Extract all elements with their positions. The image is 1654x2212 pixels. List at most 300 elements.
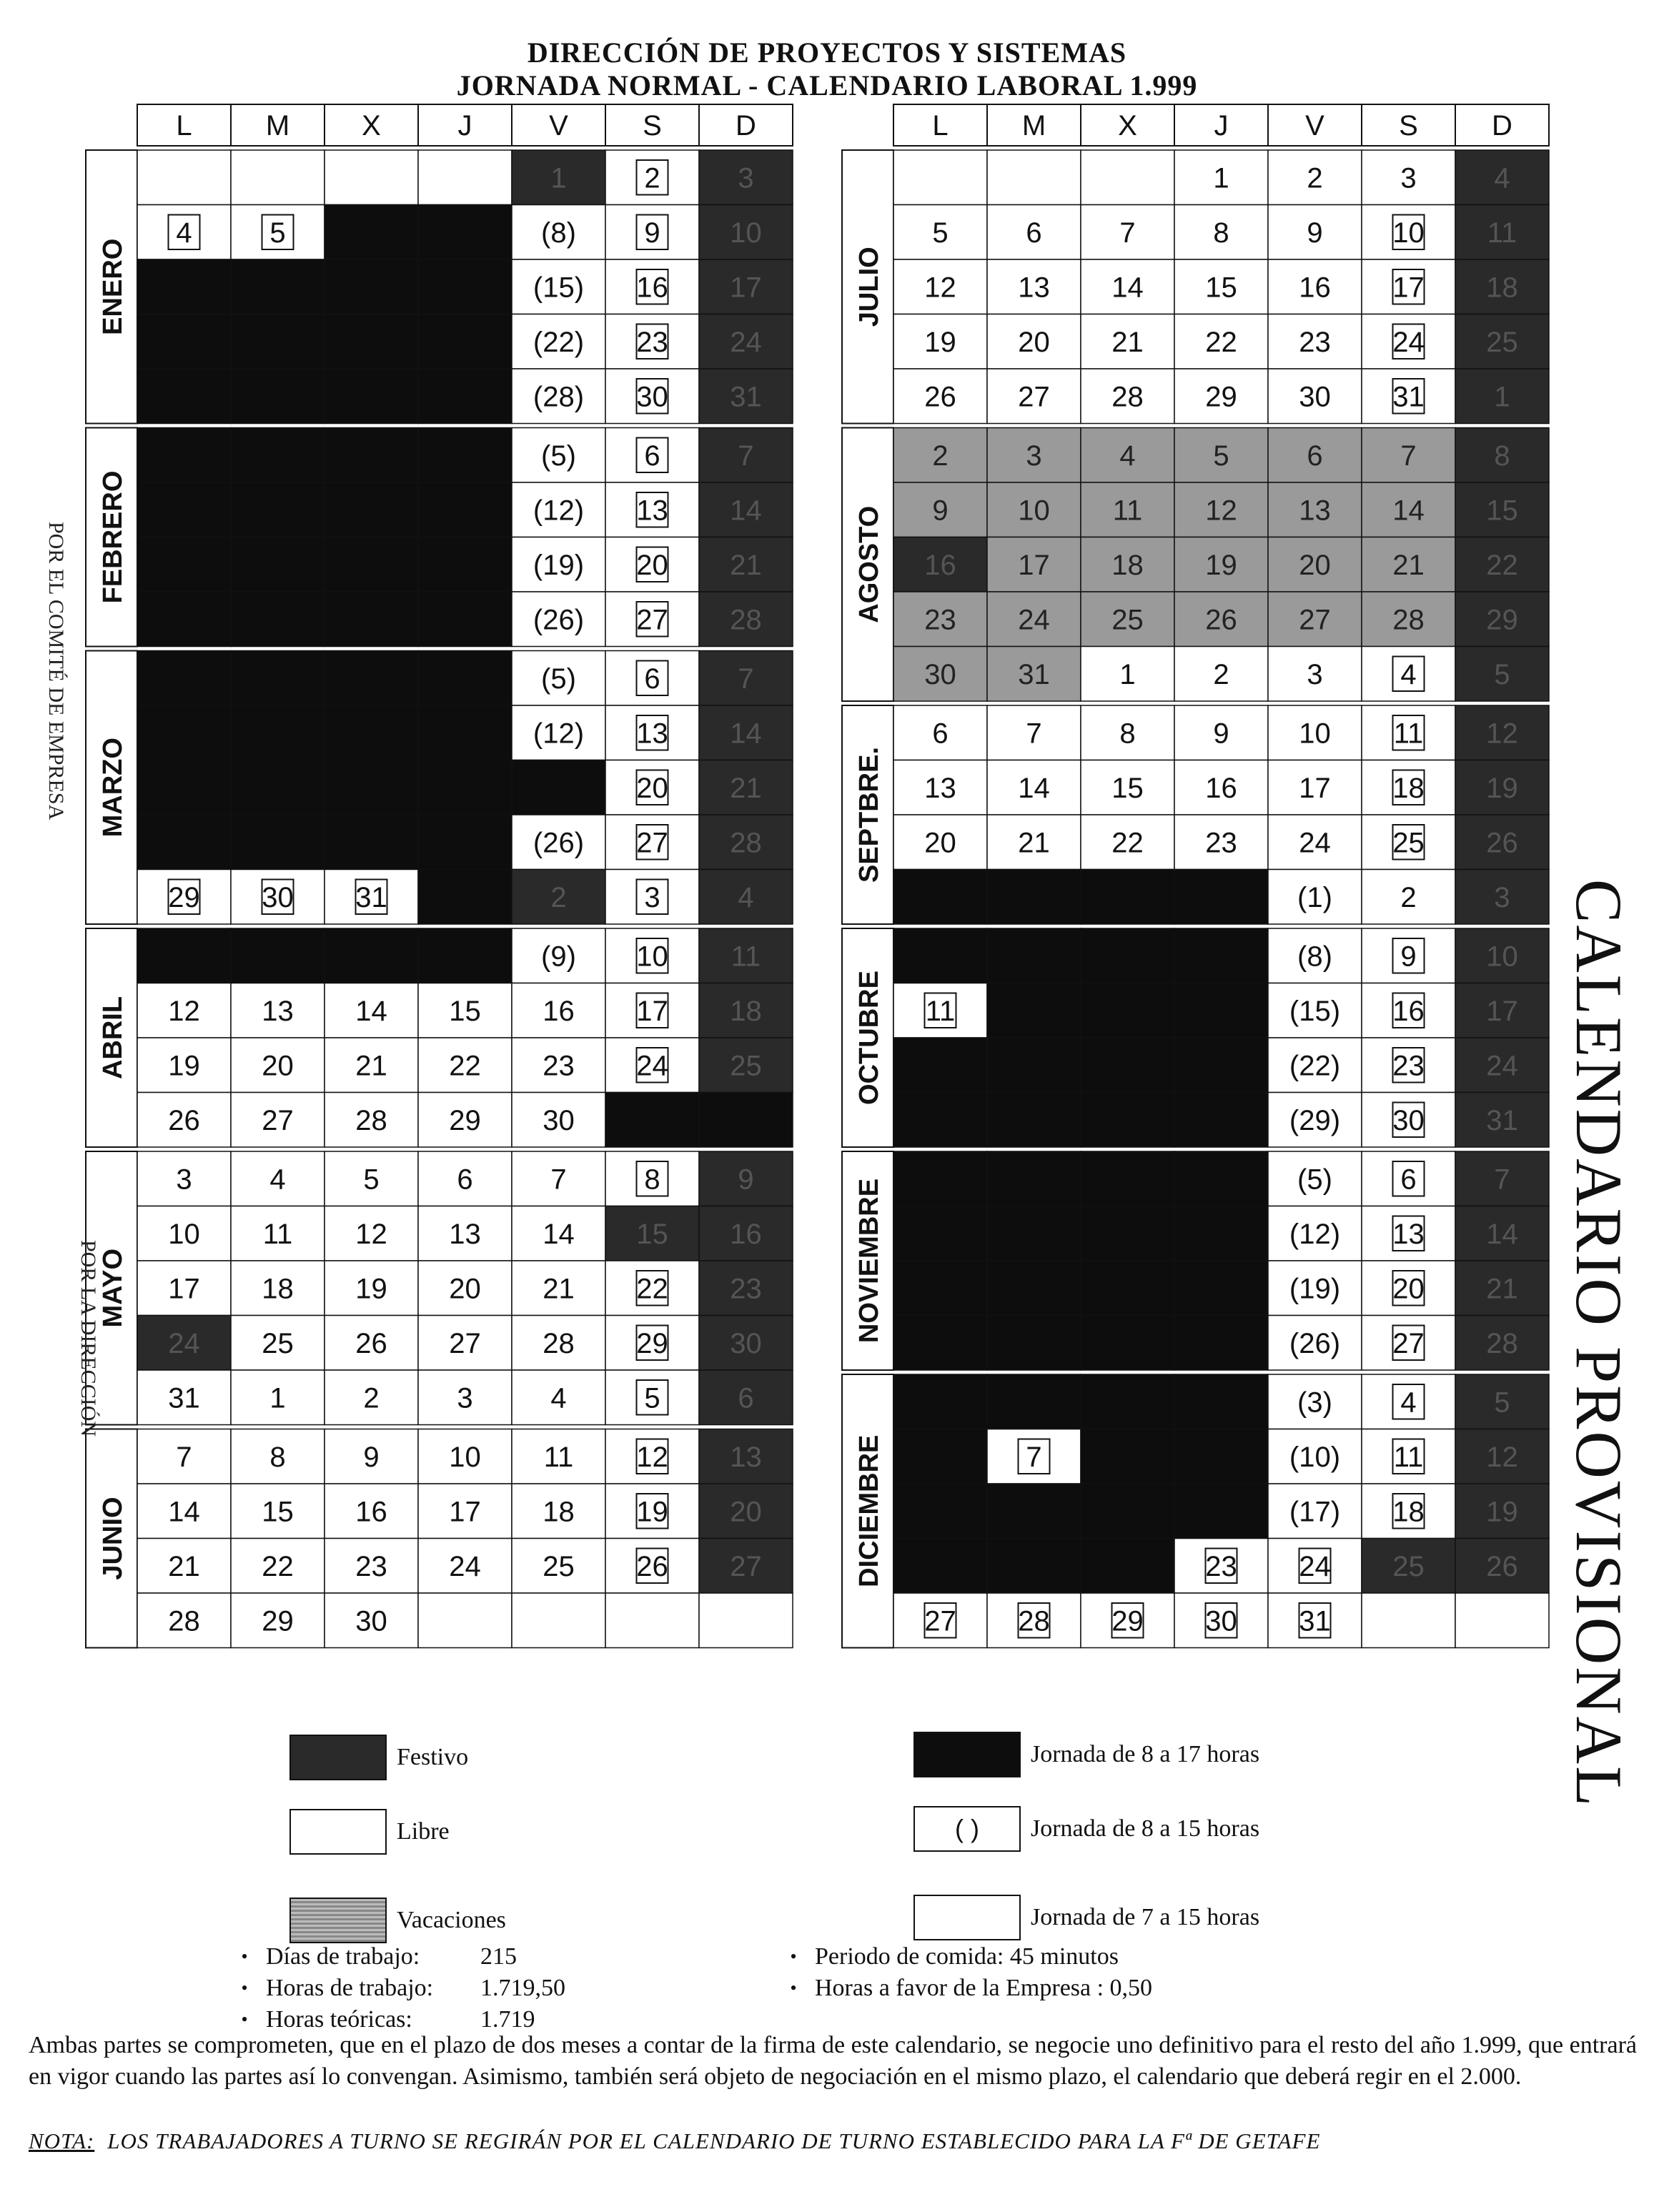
day-cell	[605, 928, 699, 983]
day-number: 6	[1400, 1164, 1417, 1196]
day-number: 2	[1213, 658, 1229, 690]
day-number: 23	[543, 1050, 575, 1082]
day-header-m: M	[265, 110, 290, 142]
day-number: 3	[176, 1164, 192, 1196]
day-number: 28	[730, 604, 762, 636]
day-cell	[1174, 760, 1268, 815]
day-cell	[893, 1374, 987, 1429]
day-cell-bg	[893, 1374, 987, 1429]
document-subtitle: JORNADA NORMAL - CALENDARIO LABORAL 1.999	[456, 69, 1198, 101]
day-cell	[1081, 705, 1174, 760]
day-number: 19	[1486, 1496, 1518, 1528]
day-cell	[1455, 1093, 1549, 1148]
day-cell	[1268, 1539, 1362, 1594]
day-cell	[1081, 1206, 1174, 1261]
day-cell	[231, 983, 325, 1038]
day-cell	[1081, 1429, 1174, 1484]
day-cell	[605, 815, 699, 870]
day-cell	[699, 537, 793, 592]
day-cell	[1268, 1484, 1362, 1539]
day-cell-bg	[893, 1261, 987, 1316]
day-cell	[1362, 482, 1455, 537]
day-cell	[605, 651, 699, 706]
day-cell	[1455, 369, 1549, 424]
day-number: 14	[1486, 1218, 1518, 1250]
day-cell	[1455, 1374, 1549, 1429]
day-number: 29	[449, 1104, 481, 1136]
day-number: 19	[636, 1496, 668, 1528]
day-cell	[512, 537, 605, 592]
day-cell	[893, 314, 987, 370]
day-cell	[512, 983, 605, 1038]
day-cell	[1174, 1593, 1268, 1648]
day-number: 21	[1111, 326, 1144, 358]
day-cell-bg	[1174, 1429, 1268, 1484]
day-cell	[1174, 815, 1268, 870]
day-cell	[418, 428, 512, 483]
day-number: 13	[636, 495, 668, 527]
day-cell	[1268, 428, 1362, 483]
day-cell	[418, 928, 512, 983]
day-cell	[1362, 705, 1455, 760]
day-number: 26	[1486, 1550, 1518, 1582]
day-cell	[325, 815, 418, 870]
day-cell	[1174, 1316, 1268, 1371]
day-cell	[987, 150, 1081, 205]
day-cell	[1081, 1261, 1174, 1316]
day-cell	[699, 705, 793, 760]
day-cell	[699, 205, 793, 260]
day-cell	[418, 314, 512, 370]
day-cell-bg	[893, 1151, 987, 1206]
day-cell	[137, 259, 231, 314]
day-number: 5	[1494, 1387, 1510, 1419]
day-number: 12	[1205, 495, 1237, 527]
day-cell	[1174, 314, 1268, 370]
day-number: 28	[543, 1327, 575, 1359]
day-number: 29	[168, 881, 200, 913]
day-cell	[231, 150, 325, 205]
day-number: 14	[168, 1496, 200, 1528]
day-cell-bg	[418, 760, 512, 815]
day-number: 10	[730, 217, 762, 249]
day-cell-bg	[418, 205, 512, 260]
day-cell-bg	[418, 928, 512, 983]
day-number: 27	[1392, 1327, 1425, 1359]
day-number: 13	[924, 772, 956, 804]
day-cell	[137, 1593, 231, 1648]
day-cell	[1081, 259, 1174, 314]
day-number: 26	[168, 1104, 200, 1136]
day-cell	[1455, 1593, 1549, 1648]
day-cell	[987, 1206, 1081, 1261]
day-number: 11	[1487, 217, 1517, 249]
signature-comite: POR EL COMITÉ DE EMPRESA	[44, 522, 68, 820]
day-cell	[605, 205, 699, 260]
day-cell	[699, 983, 793, 1038]
day-cell-bg	[987, 1151, 1081, 1206]
day-cell	[1268, 369, 1362, 424]
day-cell-bg	[893, 1206, 987, 1261]
day-number: 1	[550, 162, 567, 194]
day-cell-bg	[137, 705, 231, 760]
day-number: 10	[1486, 941, 1518, 973]
day-number: 10	[1018, 495, 1050, 527]
day-cell	[418, 369, 512, 424]
day-number: 24	[1392, 326, 1425, 358]
day-cell	[1362, 428, 1455, 483]
legend-jornada-7-15	[913, 1893, 1259, 1943]
day-cell	[699, 1593, 793, 1648]
day-number: 24	[730, 326, 762, 358]
day-header-v: V	[549, 110, 568, 142]
day-cell	[1081, 928, 1174, 983]
day-number: 22	[262, 1550, 294, 1582]
day-cell	[418, 1151, 512, 1206]
day-number: 22	[636, 1273, 668, 1305]
day-cell	[893, 369, 987, 424]
day-cell	[512, 150, 605, 205]
day-number: 27	[730, 1550, 762, 1582]
day-cell	[987, 537, 1081, 592]
day-cell	[605, 983, 699, 1038]
day-cell	[1081, 1593, 1174, 1648]
day-cell	[987, 1539, 1081, 1594]
stat-horas-value: 1.719,50	[480, 1975, 565, 2001]
day-cell	[1362, 1093, 1455, 1148]
day-cell	[893, 1429, 987, 1484]
day-cell	[1174, 983, 1268, 1038]
month-label-noviembre: NOVIEMBRE	[854, 1178, 884, 1344]
day-number: 18	[1486, 272, 1518, 304]
day-cell	[418, 205, 512, 260]
day-number: 2	[363, 1382, 380, 1414]
day-cell	[231, 1429, 325, 1484]
day-header-s: S	[643, 110, 662, 142]
legend-label-8-17: Jornada de 8 a 17 horas	[1031, 1741, 1260, 1767]
day-number: 7	[1026, 718, 1042, 750]
day-cell	[893, 815, 987, 870]
day-cell	[512, 651, 605, 706]
day-number: 17	[730, 272, 762, 304]
day-cell	[1362, 1539, 1455, 1594]
day-number: 4	[1119, 440, 1136, 472]
legend-swatch-8-17	[913, 1732, 1021, 1777]
day-number: 25	[262, 1327, 294, 1359]
day-cell	[137, 1038, 231, 1093]
day-cell-bg	[1081, 1151, 1174, 1206]
day-cell-bg	[893, 1484, 987, 1539]
nota-line	[29, 2128, 1320, 2154]
day-cell-bg	[418, 428, 512, 483]
day-cell	[987, 314, 1081, 370]
day-cell	[325, 1484, 418, 1539]
day-number: (22)	[533, 326, 585, 358]
day-number: 6	[738, 1382, 754, 1414]
day-cell	[231, 259, 325, 314]
day-cell	[893, 1093, 987, 1148]
day-cell	[325, 928, 418, 983]
day-cell-bg	[1081, 1484, 1174, 1539]
day-number: 12	[924, 272, 956, 304]
day-number: (26)	[1289, 1327, 1341, 1359]
day-cell	[893, 1593, 987, 1648]
day-cell	[512, 705, 605, 760]
day-number: 2	[932, 440, 949, 472]
day-cell	[605, 1370, 699, 1425]
day-number: 21	[168, 1550, 200, 1582]
month-label-diciembre: DICIEMBRE	[854, 1434, 884, 1587]
day-cell-bg	[1081, 1038, 1174, 1093]
day-cell	[987, 1374, 1081, 1429]
day-number: 13	[730, 1441, 762, 1473]
day-cell-bg	[512, 760, 605, 815]
day-number: (28)	[533, 381, 585, 413]
day-cell	[418, 537, 512, 592]
day-cell-bg	[325, 760, 418, 815]
day-number: 20	[1392, 1273, 1425, 1305]
day-cell	[325, 651, 418, 706]
day-number: 11	[543, 1441, 574, 1473]
day-number: 30	[543, 1104, 575, 1136]
day-cell	[1362, 1374, 1455, 1429]
day-cell	[1455, 1429, 1549, 1484]
day-cell	[893, 428, 987, 483]
day-cell-bg	[1174, 928, 1268, 983]
day-number: 30	[1205, 1605, 1237, 1637]
day-number: 13	[1018, 272, 1050, 304]
day-number: 6	[457, 1164, 473, 1196]
day-cell-bg	[1081, 928, 1174, 983]
day-number: 28	[1392, 604, 1425, 636]
day-cell-bg	[137, 369, 231, 424]
day-cell-bg	[1174, 1151, 1268, 1206]
day-number: 16	[1299, 272, 1331, 304]
day-cell	[987, 1593, 1081, 1648]
day-number: 20	[1018, 326, 1050, 358]
day-cell	[137, 150, 231, 205]
day-cell	[699, 870, 793, 925]
day-cell-bg	[1081, 1261, 1174, 1316]
day-number: 9	[932, 495, 949, 527]
day-number: 27	[1018, 381, 1050, 413]
day-number: 31	[1392, 381, 1425, 413]
day-cell	[987, 1093, 1081, 1148]
day-header-m: M	[1021, 110, 1046, 142]
day-cell	[418, 592, 512, 647]
day-cell	[1268, 1038, 1362, 1093]
day-number: 25	[1392, 827, 1425, 859]
day-number: 16	[355, 1496, 387, 1528]
day-cell-bg	[137, 482, 231, 537]
day-cell-bg	[325, 815, 418, 870]
legend-swatch-vacaciones	[289, 1898, 387, 1943]
day-number: 4	[176, 217, 192, 249]
day-cell-bg	[418, 815, 512, 870]
day-number: 22	[1486, 549, 1518, 581]
day-number: (12)	[1289, 1218, 1341, 1250]
day-cell	[1362, 1151, 1455, 1206]
empty-cell	[512, 1593, 605, 1648]
day-cell	[418, 1539, 512, 1594]
day-number: 19	[168, 1050, 200, 1082]
day-number: 31	[1018, 658, 1050, 690]
day-cell	[325, 1038, 418, 1093]
day-cell-bg	[231, 482, 325, 537]
day-cell	[1081, 1038, 1174, 1093]
empty-cell	[1455, 1593, 1549, 1648]
day-cell	[231, 1206, 325, 1261]
day-number: (9)	[541, 941, 576, 973]
day-cell	[1268, 1093, 1362, 1148]
day-cell	[512, 870, 605, 925]
day-cell	[231, 482, 325, 537]
day-number: 20	[449, 1273, 481, 1305]
day-number: 24	[168, 1327, 200, 1359]
day-cell-bg	[893, 1093, 987, 1148]
day-cell	[325, 870, 418, 925]
stats-hours: • Días de trabajo: 215 • Horas de trabajo: 1.719,50 • Horas teóricas: 1.719	[241, 1943, 565, 2033]
day-cell	[1081, 537, 1174, 592]
day-cell	[1268, 983, 1362, 1038]
day-number: 9	[644, 217, 660, 249]
day-cell	[987, 1429, 1081, 1484]
day-number: 12	[168, 995, 200, 1027]
day-cell	[987, 928, 1081, 983]
day-number: 24	[1018, 604, 1050, 636]
day-cell	[137, 983, 231, 1038]
day-cell	[231, 369, 325, 424]
day-cell	[605, 428, 699, 483]
legend-label-festivo: Festivo	[397, 1744, 469, 1770]
day-number: 10	[1299, 718, 1331, 750]
day-cell	[893, 1038, 987, 1093]
day-cell	[512, 482, 605, 537]
day-cell	[325, 150, 418, 205]
day-number: 17	[168, 1273, 200, 1305]
day-cell	[1268, 482, 1362, 537]
day-cell-bg	[231, 928, 325, 983]
day-cell	[699, 1261, 793, 1316]
day-cell	[605, 1093, 699, 1148]
month-label-mayo: MAYO	[98, 1248, 128, 1328]
day-cell	[1174, 1429, 1268, 1484]
day-cell	[699, 369, 793, 424]
day-number: 15	[1205, 272, 1237, 304]
day-number: (26)	[533, 604, 585, 636]
day-cell	[699, 1316, 793, 1371]
day-cell-bg	[231, 428, 325, 483]
legend-swatch-festivo	[289, 1735, 387, 1780]
day-cell	[1362, 259, 1455, 314]
day-cell-bg	[231, 314, 325, 370]
day-cell	[1081, 150, 1174, 205]
day-header-j: J	[457, 110, 472, 142]
day-cell-bg	[987, 983, 1081, 1038]
day-cell-bg	[325, 592, 418, 647]
day-cell	[325, 1593, 418, 1648]
day-cell	[1081, 369, 1174, 424]
day-number: 17	[1392, 272, 1425, 304]
day-cell	[1455, 1261, 1549, 1316]
day-number: 5	[1494, 658, 1510, 690]
day-cell-bg	[699, 1093, 793, 1148]
day-number: 14	[730, 495, 762, 527]
day-cell	[605, 1316, 699, 1371]
day-cell	[605, 1206, 699, 1261]
day-cell	[1362, 592, 1455, 647]
day-number: (10)	[1289, 1441, 1341, 1473]
day-cell	[325, 259, 418, 314]
day-number: 27	[449, 1327, 481, 1359]
day-cell	[512, 314, 605, 370]
day-number: 14	[1018, 772, 1050, 804]
day-cell	[1268, 647, 1362, 702]
day-cell	[605, 482, 699, 537]
empty-cell	[418, 150, 512, 205]
day-number: 10	[168, 1218, 200, 1250]
day-cell	[1081, 1484, 1174, 1539]
day-number: 23	[355, 1550, 387, 1582]
day-cell	[1174, 592, 1268, 647]
day-cell	[1268, 592, 1362, 647]
day-cell	[1174, 1539, 1268, 1594]
day-cell	[418, 1093, 512, 1148]
day-number: 30	[1392, 1104, 1425, 1136]
day-cell-bg	[137, 651, 231, 706]
day-number: 7	[738, 663, 754, 695]
calendar-second-half	[842, 104, 1553, 1720]
day-number: 28	[1486, 1327, 1518, 1359]
day-number: 28	[168, 1605, 200, 1637]
day-cell-bg	[325, 928, 418, 983]
day-cell	[137, 928, 231, 983]
day-cell-bg	[1174, 1038, 1268, 1093]
day-cell	[1174, 259, 1268, 314]
day-header-l: L	[176, 110, 192, 142]
day-number: 3	[1026, 440, 1042, 472]
day-cell	[893, 647, 987, 702]
day-number: (15)	[1289, 995, 1341, 1027]
day-number: 20	[730, 1496, 762, 1528]
day-cell	[893, 1206, 987, 1261]
day-number: 25	[1486, 326, 1518, 358]
day-number: 13	[1299, 495, 1331, 527]
month-label-septbre: SEPTBRE.	[854, 746, 884, 883]
day-cell-bg	[137, 928, 231, 983]
day-cell-bg	[987, 1374, 1081, 1429]
day-cell-bg	[325, 537, 418, 592]
day-cell-bg	[987, 1261, 1081, 1316]
day-number: 21	[543, 1273, 575, 1305]
day-cell	[1081, 815, 1174, 870]
day-number: 30	[636, 381, 668, 413]
calendar-grid-jul-dec	[842, 104, 1553, 1720]
day-number: 16	[1205, 772, 1237, 804]
day-cell	[231, 1539, 325, 1594]
day-cell	[1455, 482, 1549, 537]
day-number: 10	[636, 941, 668, 973]
day-number: 14	[1392, 495, 1425, 527]
day-number: 7	[1026, 1441, 1042, 1473]
legend-jornada-8-15	[913, 1804, 1259, 1854]
day-number: 29	[636, 1327, 668, 1359]
day-number: 3	[1400, 162, 1417, 194]
legend-swatch-libre	[289, 1809, 387, 1855]
day-number: 19	[1205, 549, 1237, 581]
day-number: 20	[636, 772, 668, 804]
day-cell	[605, 1038, 699, 1093]
